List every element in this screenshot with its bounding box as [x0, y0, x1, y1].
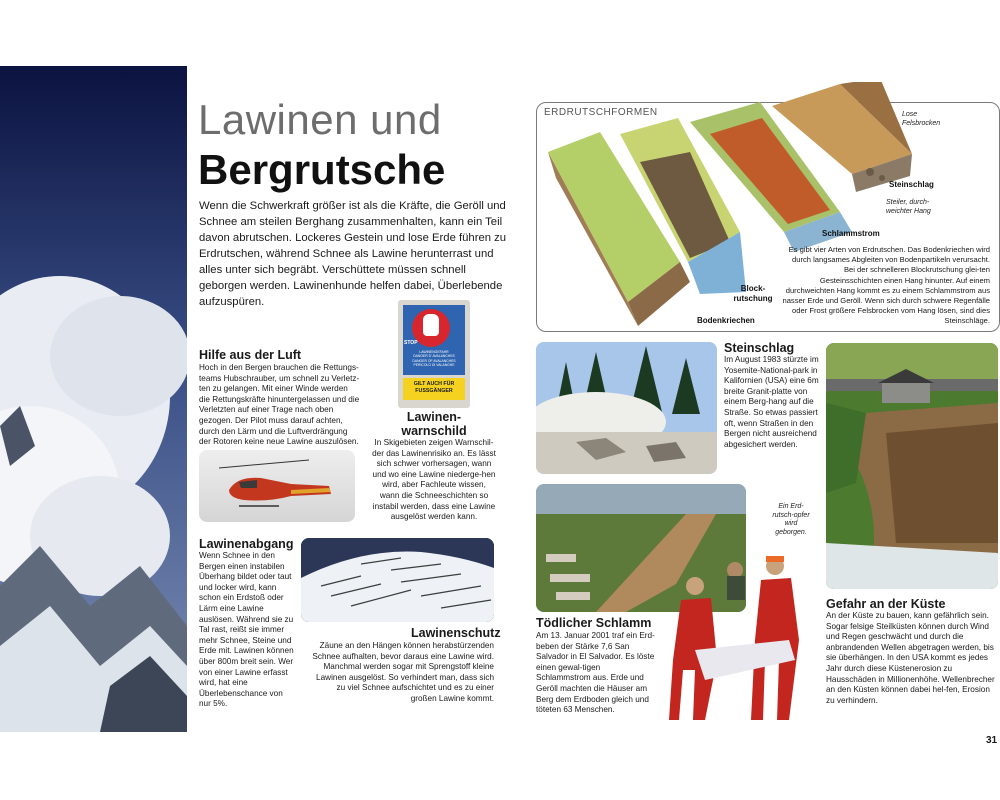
sign-stop-label: STOP [404, 340, 418, 346]
text-hilfe: Hoch in den Bergen brauchen die Rettungs-teams Hubschrauber, um schnell zu Verletz-ten zu gelangen. Mit einer Winde werden die Rettungskräfte hinuntergelassen und die Verletzten auf einer Trage nach oben gezogen. Der Pilot muss darauf achten, durch den Lärm und die Luftverdrängung der Rotoren keine neue Lawine auszulösen. [199, 363, 360, 447]
page-number: 31 [986, 735, 998, 746]
heading-abgang: Lawinenabgang [199, 537, 294, 551]
snow-fence-photo [301, 538, 494, 622]
sign-line: DANGER OF AVALANCHES [412, 358, 456, 363]
diagram-text: Es gibt vier Arten von Erdrutschen. Das Bodenkriechen wird durch langsames Abgleiten von Bodenpartikeln verursacht. Bei der schnelleren Blockrutschung glei-ten Gesteinsschichten einen Hang hinunter. Auf einem durchweichten Hang kommt es zu einem Schlammstrom aus nasser Erde und Geröll. Wenn sich durch schwere Regenfälle oder Frost größere Felsbrocken vom Hang lösen, sind dies Steinschläge. [782, 245, 990, 326]
intro-paragraph: Wenn die Schwerkraft größer ist als die Kräfte, die Geröll und Schnee am steilen Berghang zusammenhalten, kann ein Teil davon abrutschen. Lockeres Gestein und lose Erde führen zu Erdrutschen, während Schnee als Lawine herunterrast und alles unter sich begräbt. Verschüttete müssen schnell geborgen werden. Lawinenhunde helfen dabei, Überlebende aufzuspüren. [199, 200, 507, 308]
heading-warnschild-l1: Lawinen- [406, 410, 462, 424]
heading-warnschild-l2: warnschild [401, 424, 467, 438]
page-title-line1: Lawinen und [198, 96, 442, 143]
caption-rescue: Ein Erd-rutsch-opfer wird geborgen. [772, 503, 810, 536]
label-steinschlag: Steinschlag [889, 180, 934, 189]
rockfall-photo [536, 342, 717, 474]
text-schlamm: Am 13. Januar 2001 traf ein Erd-beben der Stärke 7,6 San Salvador in El Salvador. Es löste einen gewal-tigen Schlammstrom aus. Erde und Geröll machten die Häuser am Berg dem Erdboden gleich und töteten 63 Menschen. [536, 631, 655, 715]
coastal-erosion-photo [826, 343, 998, 589]
page-title-line2: Bergrutsche [198, 146, 446, 193]
label-schlammstrom: Schlammstrom [822, 229, 880, 238]
heading-warnschild [372, 410, 496, 438]
sign-line: LAWINENGEFAHR [419, 350, 449, 354]
label-blockrutschung: Block-rutschung [733, 284, 773, 303]
heading-schutz: Lawinenschutz [411, 626, 501, 640]
text-kueste: An der Küste zu bauen, kann gefährlich sein. Sogar felsige Steilküsten können durch Wind und Regen geschwächt und durch die anbrandenden Wellen abgetragen werden, bis sie überhängen. In den USA kommt es jedes Jahr durch diese Küstenerosion zu Hausschäden in Millionenhöhe. Wellenbrecher an den Küsten können dabei hel-fen, Erosion zu verhindern. [826, 611, 995, 705]
rescuers-photo [665, 550, 815, 730]
label-lose-felsbrocken: Lose Felsbrocken [902, 111, 941, 127]
text-schutz: Zäune an den Hängen können herabstürzenden Schnee aufhalten, bevor daraus eine Lawine wird. Manchmal werden sogar mit Sprengstoff kleine Lawinen ausgelöst. So verhindert man, dass sich zu viel Schnee aufschichtet und es zu einer großen Lawine kommt. [312, 641, 494, 703]
label-steiler-hang: Steiler, durch-weichter Hang [886, 199, 931, 215]
text-steinschlag: Im August 1983 stürzte im Yosemite-National-park in Kalifornien (USA) eine 6m breite Granit-platte von einem Berg-hang auf die Straße. So etwas passiert oft, wenn Straßen in den Bergen nicht ausreichend abgesichert werden. [724, 355, 819, 449]
heading-schlamm: Tödlicher Schlamm [536, 616, 652, 630]
label-bodenkriechen: Bodenkriechen [697, 316, 755, 325]
sign-lines [406, 350, 462, 367]
heading-steinschlag: Steinschlag [724, 341, 795, 355]
diagram-title: ERDRUTSCHFORMEN [544, 107, 658, 118]
sign-bottom1: GILT AUCH FÜR [413, 381, 455, 387]
heading-kueste: Gefahr an der Küste [826, 597, 946, 611]
sign-bottom2: FUSSGÄNGER [415, 388, 453, 394]
sign-line: PERICOLO DI VALANGHE [413, 362, 455, 367]
text-abgang: Wenn Schnee in den Bergen einen instabilen Überhang bildet oder taut und locker wird, kann schon ein Erdstoß oder Lärm eine Lawine auslösen. Während sie zu Tal rast, reißt sie immer mehr Schnee, Steine und Erde mit. Lawinen können über 800m breit sein. Wer von einer Lawine erfasst wird, hat eine Überlebenschance von nur 5%. [199, 551, 294, 709]
text-warnschild: In Skigebieten zeigen Warnschil-der das Lawinenrisiko an. Es lässt sich schwer vorhersagen, wann und wo eine Lawine niederge-hen wird, aber Fachleute wissen, wann die Schneeschichten so instabil werden, dass eine Lawine ausgelöst werden kann. [372, 438, 496, 522]
avalanche-photo [0, 66, 187, 732]
hand-icon [423, 314, 439, 336]
helicopter-photo [199, 450, 355, 522]
heading-hilfe: Hilfe aus der Luft [199, 348, 302, 362]
warning-sign [398, 300, 470, 408]
sign-line: DANGER D' AVALANCHES [413, 354, 455, 359]
